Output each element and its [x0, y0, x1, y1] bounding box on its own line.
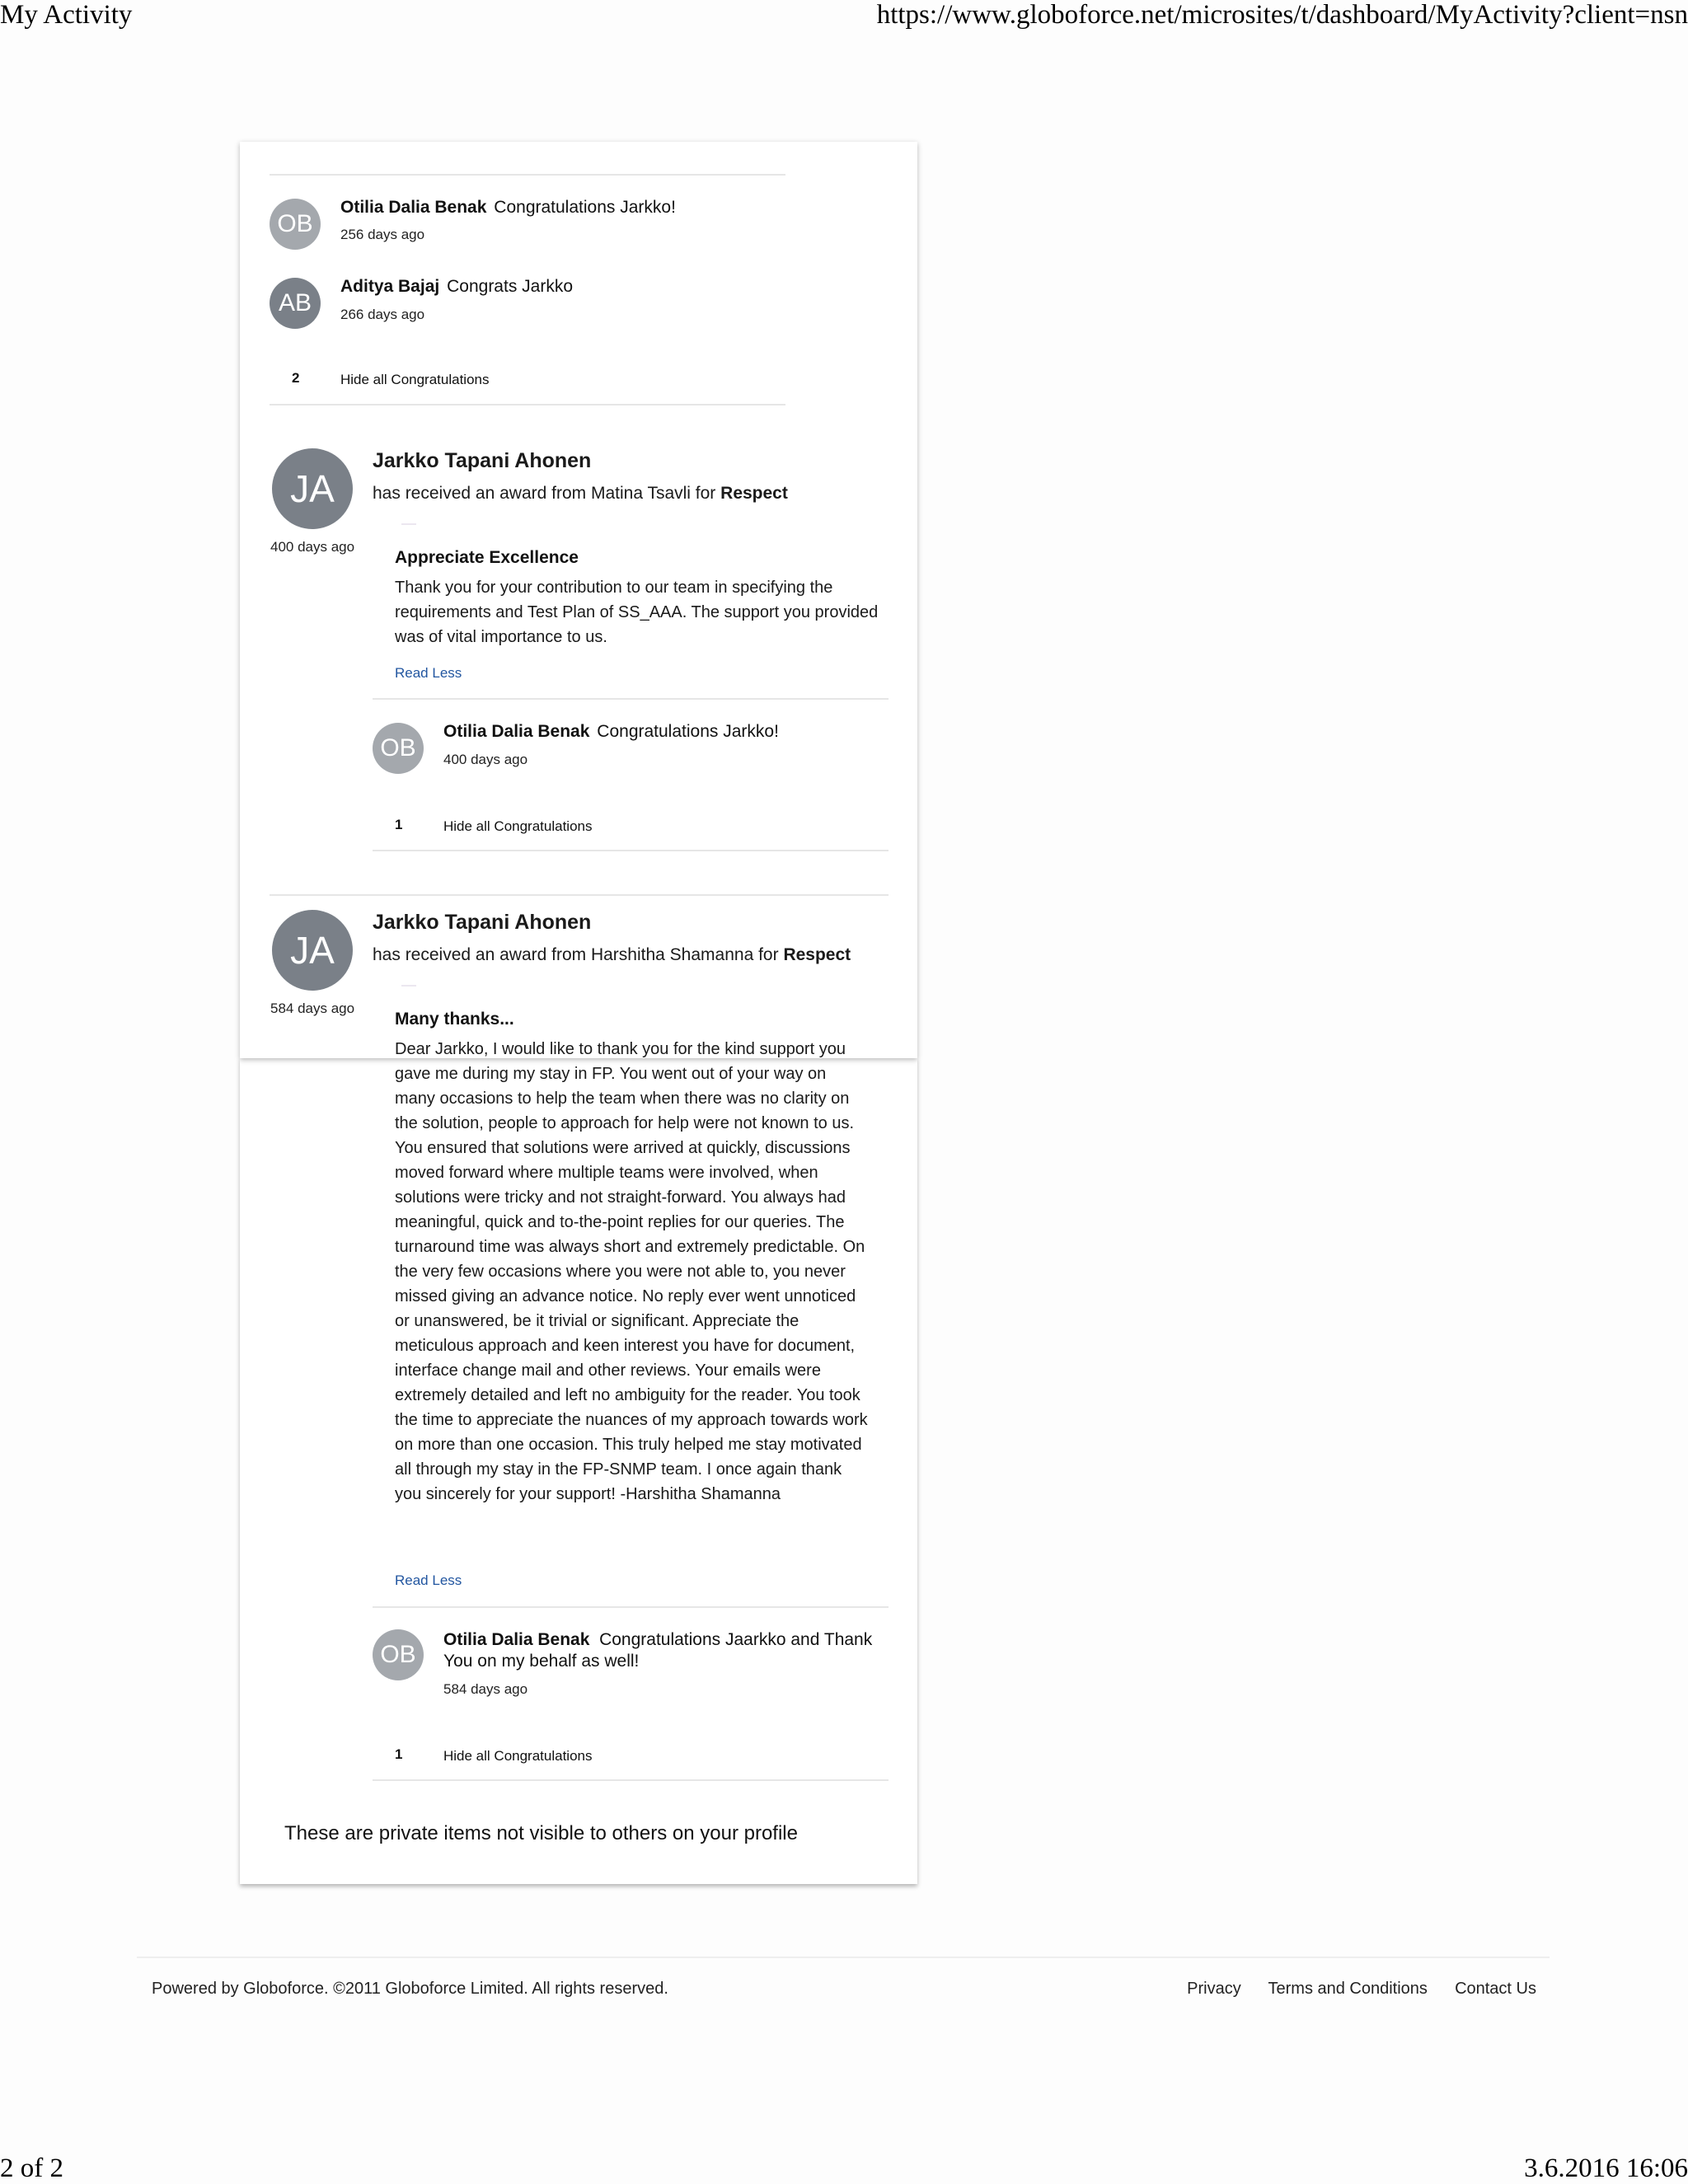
award-title: Appreciate Excellence — [395, 548, 579, 567]
privacy-link[interactable]: Privacy — [1187, 1980, 1241, 1998]
award-from: has received an award from Harshitha Shamanna for — [373, 945, 779, 964]
print-page-number: 2 of 2 — [0, 2154, 63, 2183]
pointer-mark — [401, 985, 416, 987]
avatar: AB — [270, 278, 321, 329]
comment-text: Congrats Jarkko — [447, 277, 574, 296]
comment-text: Congratulations Jarkko! — [597, 722, 779, 741]
comment-time: 584 days ago — [443, 1681, 528, 1697]
hide-congratulations-link[interactable]: Hide all Congratulations — [443, 1748, 593, 1764]
comment-time: 256 days ago — [340, 227, 425, 242]
hide-congratulations-link[interactable]: Hide all Congratulations — [443, 818, 593, 834]
award-title: Many thanks... — [395, 1010, 514, 1029]
comment-time: 266 days ago — [340, 307, 425, 322]
contact-link[interactable]: Contact Us — [1455, 1980, 1536, 1998]
award-time: 400 days ago — [270, 539, 355, 555]
award-description — [373, 945, 851, 965]
print-datetime: 3.6.2016 16:06 — [1524, 2154, 1688, 2183]
avatar: OB — [270, 199, 321, 250]
activity-card — [240, 142, 917, 1503]
recipient-name[interactable]: Jarkko Tapani Ahonen — [373, 911, 592, 934]
comment-time: 400 days ago — [443, 752, 528, 767]
private-items-note: These are private items not visible to others on your profile — [284, 1822, 798, 1844]
recipient-avatar: JA — [272, 910, 353, 991]
congrats-count: 1 — [395, 1746, 403, 1762]
divider — [270, 174, 785, 176]
comment-text: Congratulations Jaarkko and Thank You on my behalf as well! — [443, 1630, 873, 1671]
pointer-mark — [401, 523, 416, 525]
comment-text: Congratulations Jarkko! — [494, 198, 676, 217]
read-less-link[interactable]: Read Less — [395, 1572, 462, 1588]
terms-link[interactable]: Terms and Conditions — [1268, 1980, 1428, 1998]
footer-links — [1187, 1980, 1536, 1999]
footer-divider — [137, 1957, 1550, 1958]
avatar: OB — [373, 1629, 424, 1680]
recipient-name[interactable]: Jarkko Tapani Ahonen — [373, 449, 592, 472]
congrats-count: 1 — [395, 817, 403, 832]
commenter-name[interactable]: Aditya Bajaj — [340, 277, 440, 296]
award-message: Dear Jarkko, I would like to thank you for the kind support you gave me during my stay in FP. You went out of your way on many occasions to help the team when there was no clarity on the solution, people to approach for help were not known to us. You ensured that solutions were arrived at quickly, discussions moved forward where multiple teams were involved, when solutions were tricky and not straight-forward. You always had meaningful, quick and to-the-point replies for our queries. The turnaround time was always short and extremely predictable. On the very few occasions where you were not able to, you never missed giving an advance notice. No reply ever went unnoticed or unanswered, be it trivial or significant. Appreciate the meticulous approach and keen interest you have for document, interface change mail and other reviews. Your emails were extremely detailed and left no ambiguity for the reader. You took the time to appreciate the nuances of my approach towards work on more than one occasion. This truly helped me stay motivated all through my stay in the FP-SNMP team. I once again thank you sincerely for your support! -Harshitha Shamanna — [395, 1040, 868, 1503]
divider — [373, 1779, 889, 1781]
commenter-name[interactable]: Otilia Dalia Benak — [443, 1630, 590, 1649]
award-category: Respect — [720, 484, 788, 503]
congrats-count: 2 — [292, 370, 300, 386]
divider — [373, 850, 889, 851]
divider — [270, 894, 889, 896]
commenter-name[interactable]: Otilia Dalia Benak — [340, 198, 487, 217]
print-header-title: My Activity — [0, 0, 133, 30]
commenter-name[interactable]: Otilia Dalia Benak — [443, 722, 590, 741]
read-less-link[interactable]: Read Less — [395, 665, 462, 681]
award-time: 584 days ago — [270, 1001, 355, 1016]
award-from: has received an award from Matina Tsavli for — [373, 484, 716, 503]
hide-congratulations-link[interactable]: Hide all Congratulations — [340, 372, 490, 387]
divider — [373, 698, 889, 700]
award-category: Respect — [783, 945, 851, 964]
recipient-avatar: JA — [272, 448, 353, 529]
award-message: Thank you for your contribution to our team in specifying the requirements and Test Plan of SS_AAA. The support you provided was of vital importance to us. — [395, 579, 879, 646]
divider — [270, 404, 785, 405]
avatar: OB — [373, 723, 424, 774]
copyright-text: Powered by Globoforce. ©2011 Globoforce Limited. All rights reserved. — [152, 1980, 668, 1998]
award-description — [373, 484, 788, 504]
divider — [373, 1606, 889, 1608]
print-header-url: https://www.globoforce.net/microsites/t/dashboard/MyActivity?client=nsn — [876, 0, 1688, 30]
